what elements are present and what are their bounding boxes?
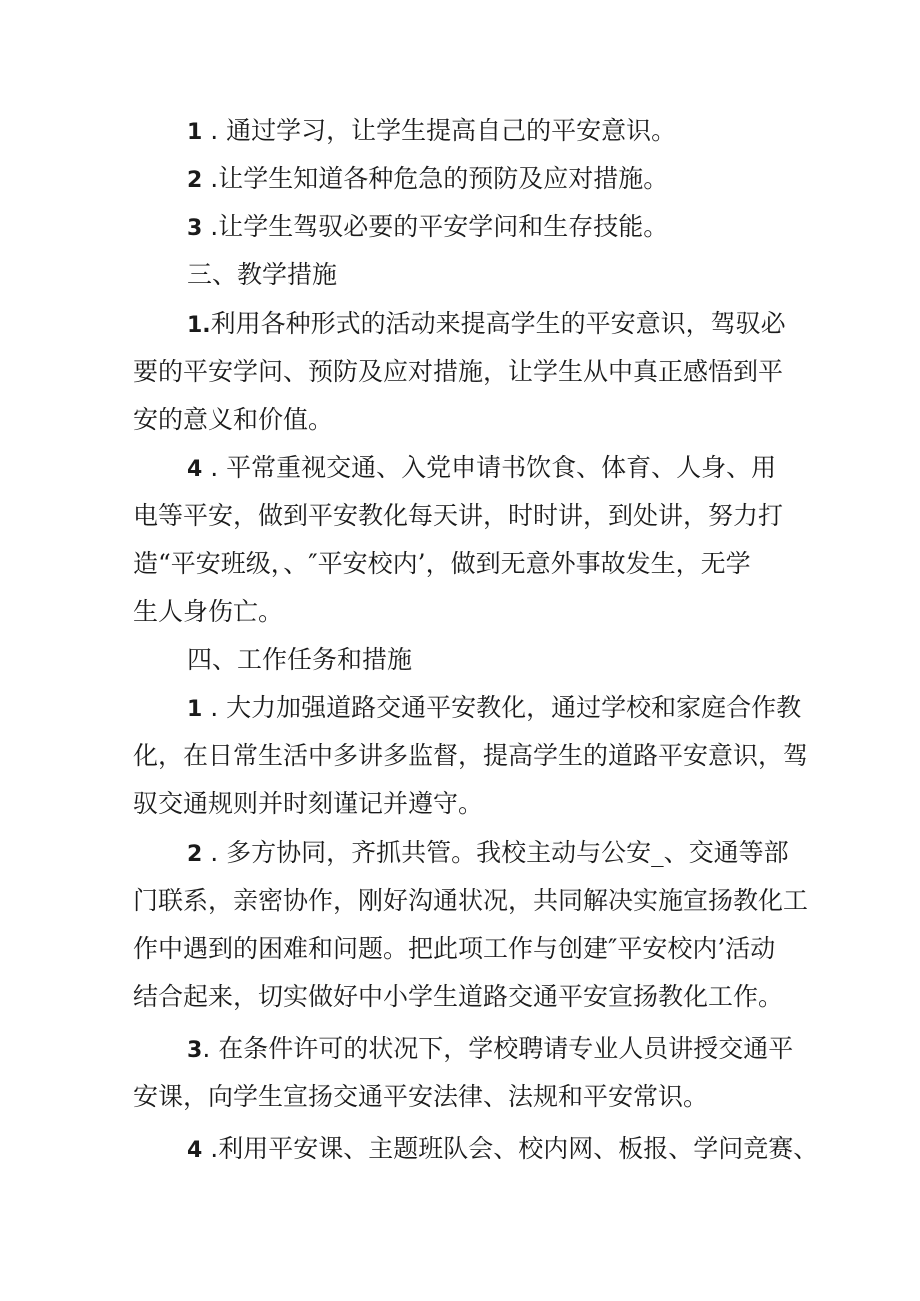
list-item-4 <box>187 308 786 342</box>
list-item-8 <box>187 1033 793 1067</box>
item-number: 4 <box>187 1138 203 1163</box>
item-separator: . <box>202 1034 219 1063</box>
text-line: 造“平安班级，、″平安校内’，做到无意外事故发生，无学 <box>133 549 751 578</box>
item-number: 2 <box>187 842 203 867</box>
item-number: 3 <box>187 1038 203 1063</box>
item-text: 大力加强道路交通平安教化，通过学校和家庭合作教 <box>226 693 802 722</box>
item-text: 让学生驾驭必要的平安学问和生存技能。 <box>218 212 669 241</box>
list-item-5 <box>187 452 776 486</box>
text-line: 要的平安学问、预防及应对措施，让学生从中真正感悟到平 <box>133 357 784 386</box>
text-line: 安课，向学生宣扬交通平安法律、法规和平安常识。 <box>133 1082 709 1111</box>
text-line: 驭交通规则并时刻谨记并遵守。 <box>133 789 484 818</box>
list-item-1 <box>187 115 676 149</box>
text-line: 电等平安，做到平安教化每天讲，时时讲，到处讲，努力打 <box>133 501 784 530</box>
section-heading-3: 三、教学措施 <box>187 260 338 289</box>
text-line: 作中遇到的困难和问题。把此项工作与创建″平安校内’活动 <box>133 934 776 963</box>
item-separator: . <box>202 164 219 193</box>
item-text: 通过学习，让学生提高自己的平安意识。 <box>226 116 677 145</box>
item-separator: . <box>202 212 219 241</box>
item-number: 1 <box>187 697 203 722</box>
item-text: 多方协同，齐抓共管。我校主动与公安_、交通等部 <box>226 838 789 867</box>
item-separator: . <box>202 693 227 722</box>
list-item-2 <box>187 163 668 197</box>
item-separator: . <box>202 116 227 145</box>
item-text: 利用平安课、主题班队会、校内网、板报、学问竞赛、 <box>218 1134 819 1163</box>
text-line: 生人身伤亡。 <box>133 597 284 626</box>
item-text: 在条件许可的状况下，学校聘请专业人员讲授交通平 <box>218 1034 794 1063</box>
section-heading-4: 四、工作任务和措施 <box>187 645 413 674</box>
text-line: 化，在日常生活中多讲多监督，提高学生的道路平安意识，驾 <box>133 741 809 770</box>
item-text: 利用各种形式的活动来提高学生的平安意识，驾驭必 <box>210 309 786 338</box>
text-line: 结合起来，切实做好中小学生道路交通平安宣扬教化工作。 <box>133 982 784 1011</box>
item-number: 1 <box>187 120 203 145</box>
text-line: 安的意义和价值。 <box>133 405 334 434</box>
item-text: 平常重视交通、入党申请书饮食、体育、人身、用 <box>226 453 777 482</box>
list-item-9 <box>187 1133 818 1167</box>
list-item-7 <box>187 837 789 871</box>
item-number: 2 <box>187 168 203 193</box>
item-separator: . <box>202 453 227 482</box>
item-number: 3 <box>187 216 203 241</box>
list-item-3 <box>187 211 668 245</box>
text-line: 门联系，亲密协作，刚好沟通状况，共同解决实施宣扬教化工 <box>133 886 809 915</box>
item-text: 让学生知道各种危急的预防及应对措施。 <box>218 164 669 193</box>
item-separator: . <box>202 1134 219 1163</box>
item-number: 4 <box>187 457 203 482</box>
list-item-6 <box>187 692 801 726</box>
item-separator: . <box>202 838 227 867</box>
item-number: 1. <box>187 313 211 338</box>
